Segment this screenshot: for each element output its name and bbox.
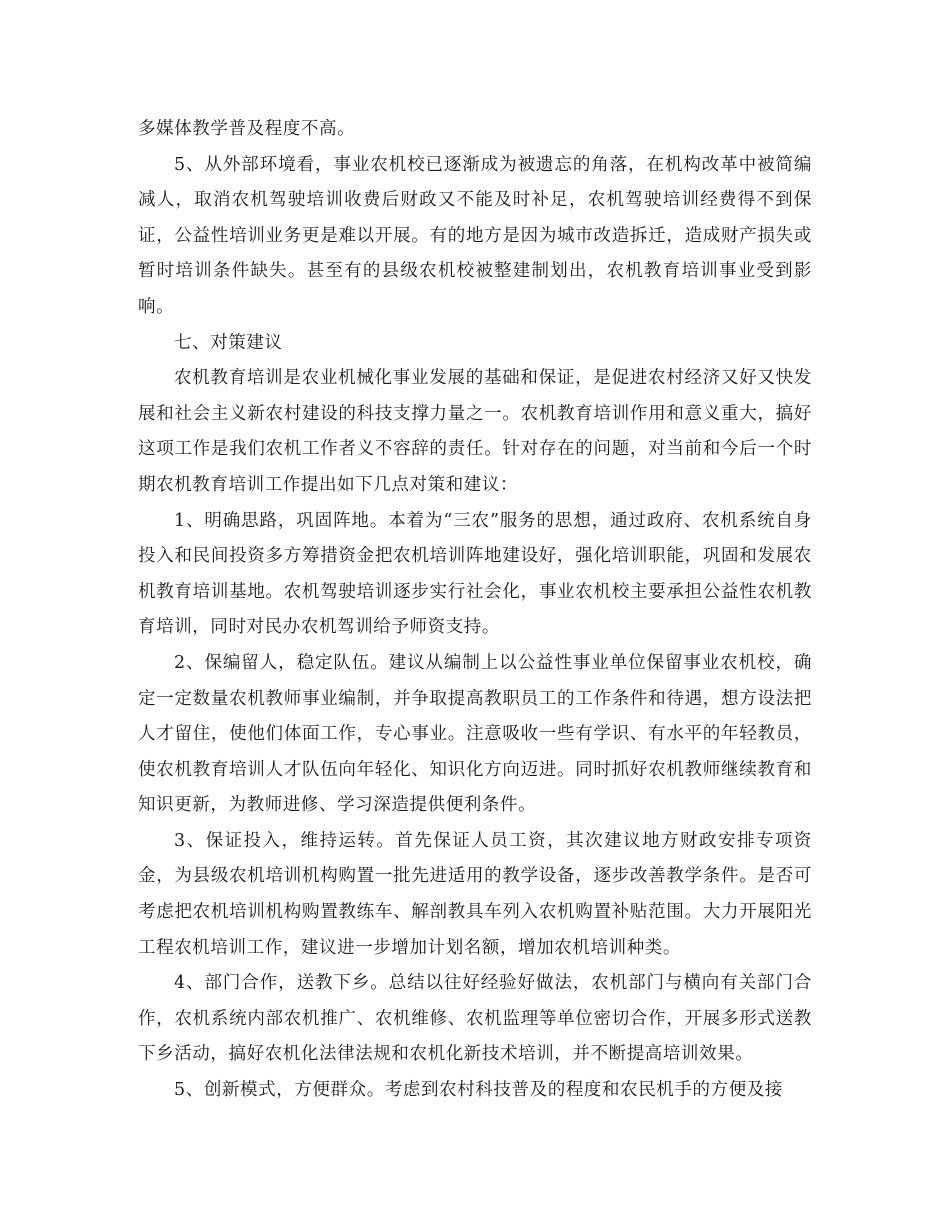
paragraph-item-5: 5、创新模式，方便群众。考虑到农村科技普及的程度和农民机手的方便及接 <box>174 1080 784 1101</box>
paragraph-intro: 农机教育培训是农业机械化事业发展的基础和保证，是促进农村经济又好又快发展和社会主义新农村建设的科技支撑力量之一。农机教育培训作用和意义重大，搞好这项工作是我们农机工作者义不容辞的责任。针对存在的问题，对当前和今后一个时期农机教育培训工作提出如下几点对策和建议： <box>138 368 812 495</box>
paragraph-item-1: 1、明确思路，巩固阵地。本着为“三农”服务的思想，通过政府、农机系统自身投入和民间投资多方筹措资金把农机培训阵地建设好，强化培训职能，巩固和发展农机教育培训基地。农机驾驶培训逐步实行社会化，事业农机校主要承担公益性农机教育培训，同时对民办农机驾训给予师资支持。 <box>138 510 812 638</box>
paragraph-item-4: 4、部门合作，送教下乡。总结以往好经验好做法，农机部门与横向有关部门合作，农机系统内部农机推广、农机维修、农机监理等单位密切合作，开展多形式送教下乡活动，搞好农机化法律法规和农机化新技术培训，并不断提高培训效果。 <box>138 973 812 1065</box>
paragraph-item-2: 2、保编留人，稳定队伍。建议从编制上以公益性事业单位保留事业农机校，确定一定数量农机教师事业编制，并争取提高教职员工的工作条件和待遇，想方设法把人才留住，使他们体面工作，专心事业。注意吸收一些有学识、有水平的年轻教员，使农机教育培训人才队伍向年轻化、知识化方向迈进。同时抓好农机教师继续教育和知识更新，为教师进修、学习深造提供便利条件。 <box>138 652 812 816</box>
document-page <box>138 112 812 1109</box>
paragraph-continuation: 多媒体教学普及程度不高。 <box>138 119 356 139</box>
paragraph-item-3: 3、保证投入，维持运转。首先保证人员工资，其次建议地方财政安排专项资金，为县级农机培训机构购置一批先进适用的教学设备，逐步改善教学条件。是否可考虑把农机培训机构购置教练车、解剖教具车列入农机购置补贴范围。大力开展阳光工程农机培训工作，建议进一步增加计划名额，增加农机培训种类。 <box>138 830 812 958</box>
section-heading-countermeasures: 七、对策建议 <box>174 332 283 353</box>
paragraph-external-environment: 5、从外部环境看，事业农机校已逐渐成为被遗忘的角落，在机构改革中被简编减人，取消农机驾驶培训收费后财政又不能及时补足，农机驾驶培训经费得不到保证，公益性培训业务更是难以开展。有的地方是因为城市改造拆迁，造成财产损失或暂时培训条件缺失。甚至有的县级农机校被整建制划出，农机教育培训事业受到影响。 <box>138 154 812 317</box>
